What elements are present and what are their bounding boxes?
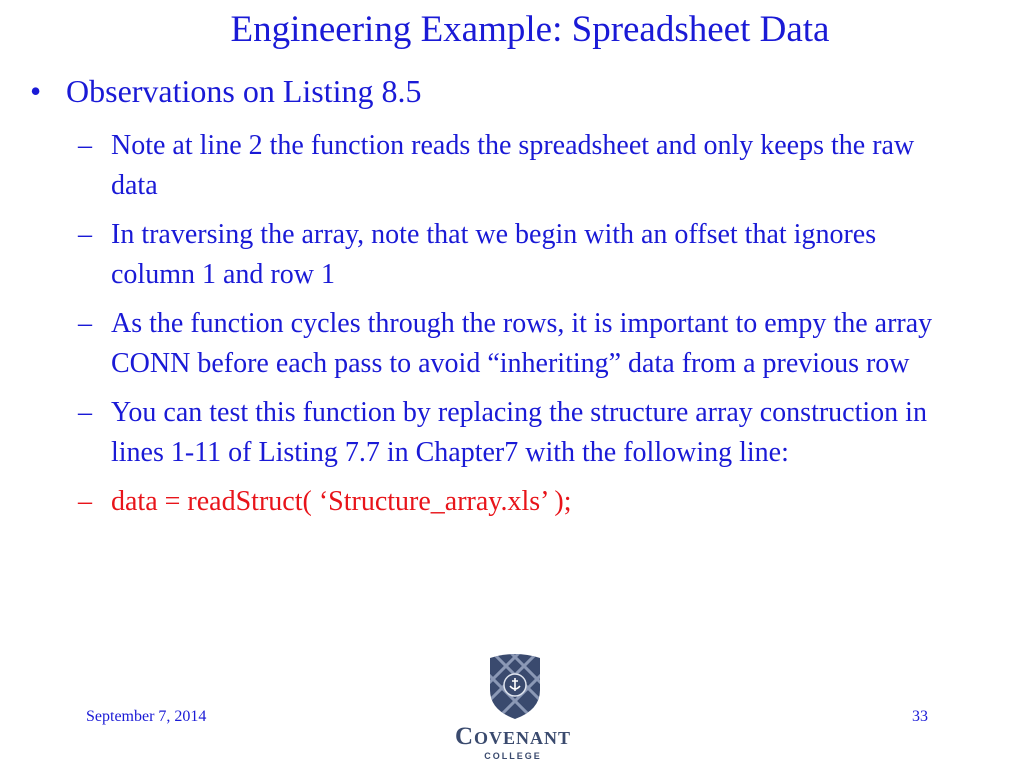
code-example-text: data = readStruct( ‘Structure_array.xls’ ); xyxy=(111,486,572,517)
main-bullet xyxy=(30,72,422,110)
sub-bullet-list xyxy=(78,126,958,531)
bullet-marker: • xyxy=(30,73,42,109)
shield-crest-icon xyxy=(486,652,544,720)
sub-bullet-item xyxy=(78,126,958,206)
dash-marker: – xyxy=(78,397,92,428)
sub-bullet-text: Note at line 2 the function reads the spreadsheet and only keeps the raw data xyxy=(111,130,915,201)
sub-bullet-item xyxy=(78,215,958,295)
sub-bullet-text: As the function cycles through the rows, it is important to empy the array CONN before each pass to avoid “inheriting” data from a previous row xyxy=(111,308,933,379)
sub-bullet-text: You can test this function by replacing the structure array construction in lines 1-11 of Listing 7.7 in Chapter7 with the following line: xyxy=(111,397,927,468)
dash-marker: – xyxy=(78,486,92,517)
logo-subtitle: COLLEGE xyxy=(484,751,542,761)
dash-marker: – xyxy=(78,130,92,161)
footer-date: September 7, 2014 xyxy=(86,708,207,725)
sub-bullet-item xyxy=(78,393,958,473)
code-example-item xyxy=(78,482,958,522)
sub-bullet-text: In traversing the array, note that we begin with an offset that ignores column 1 and row 1 xyxy=(111,219,877,290)
page-number: 33 xyxy=(912,708,928,725)
dash-marker: – xyxy=(78,219,92,250)
sub-bullet-item xyxy=(78,304,958,384)
covenant-college-logo xyxy=(438,652,588,766)
slide-title: Engineering Example: Spreadsheet Data xyxy=(230,9,830,50)
main-bullet-text: Observations on Listing 8.5 xyxy=(66,73,422,109)
logo-name: Covenant xyxy=(454,723,572,750)
dash-marker: – xyxy=(78,308,92,339)
